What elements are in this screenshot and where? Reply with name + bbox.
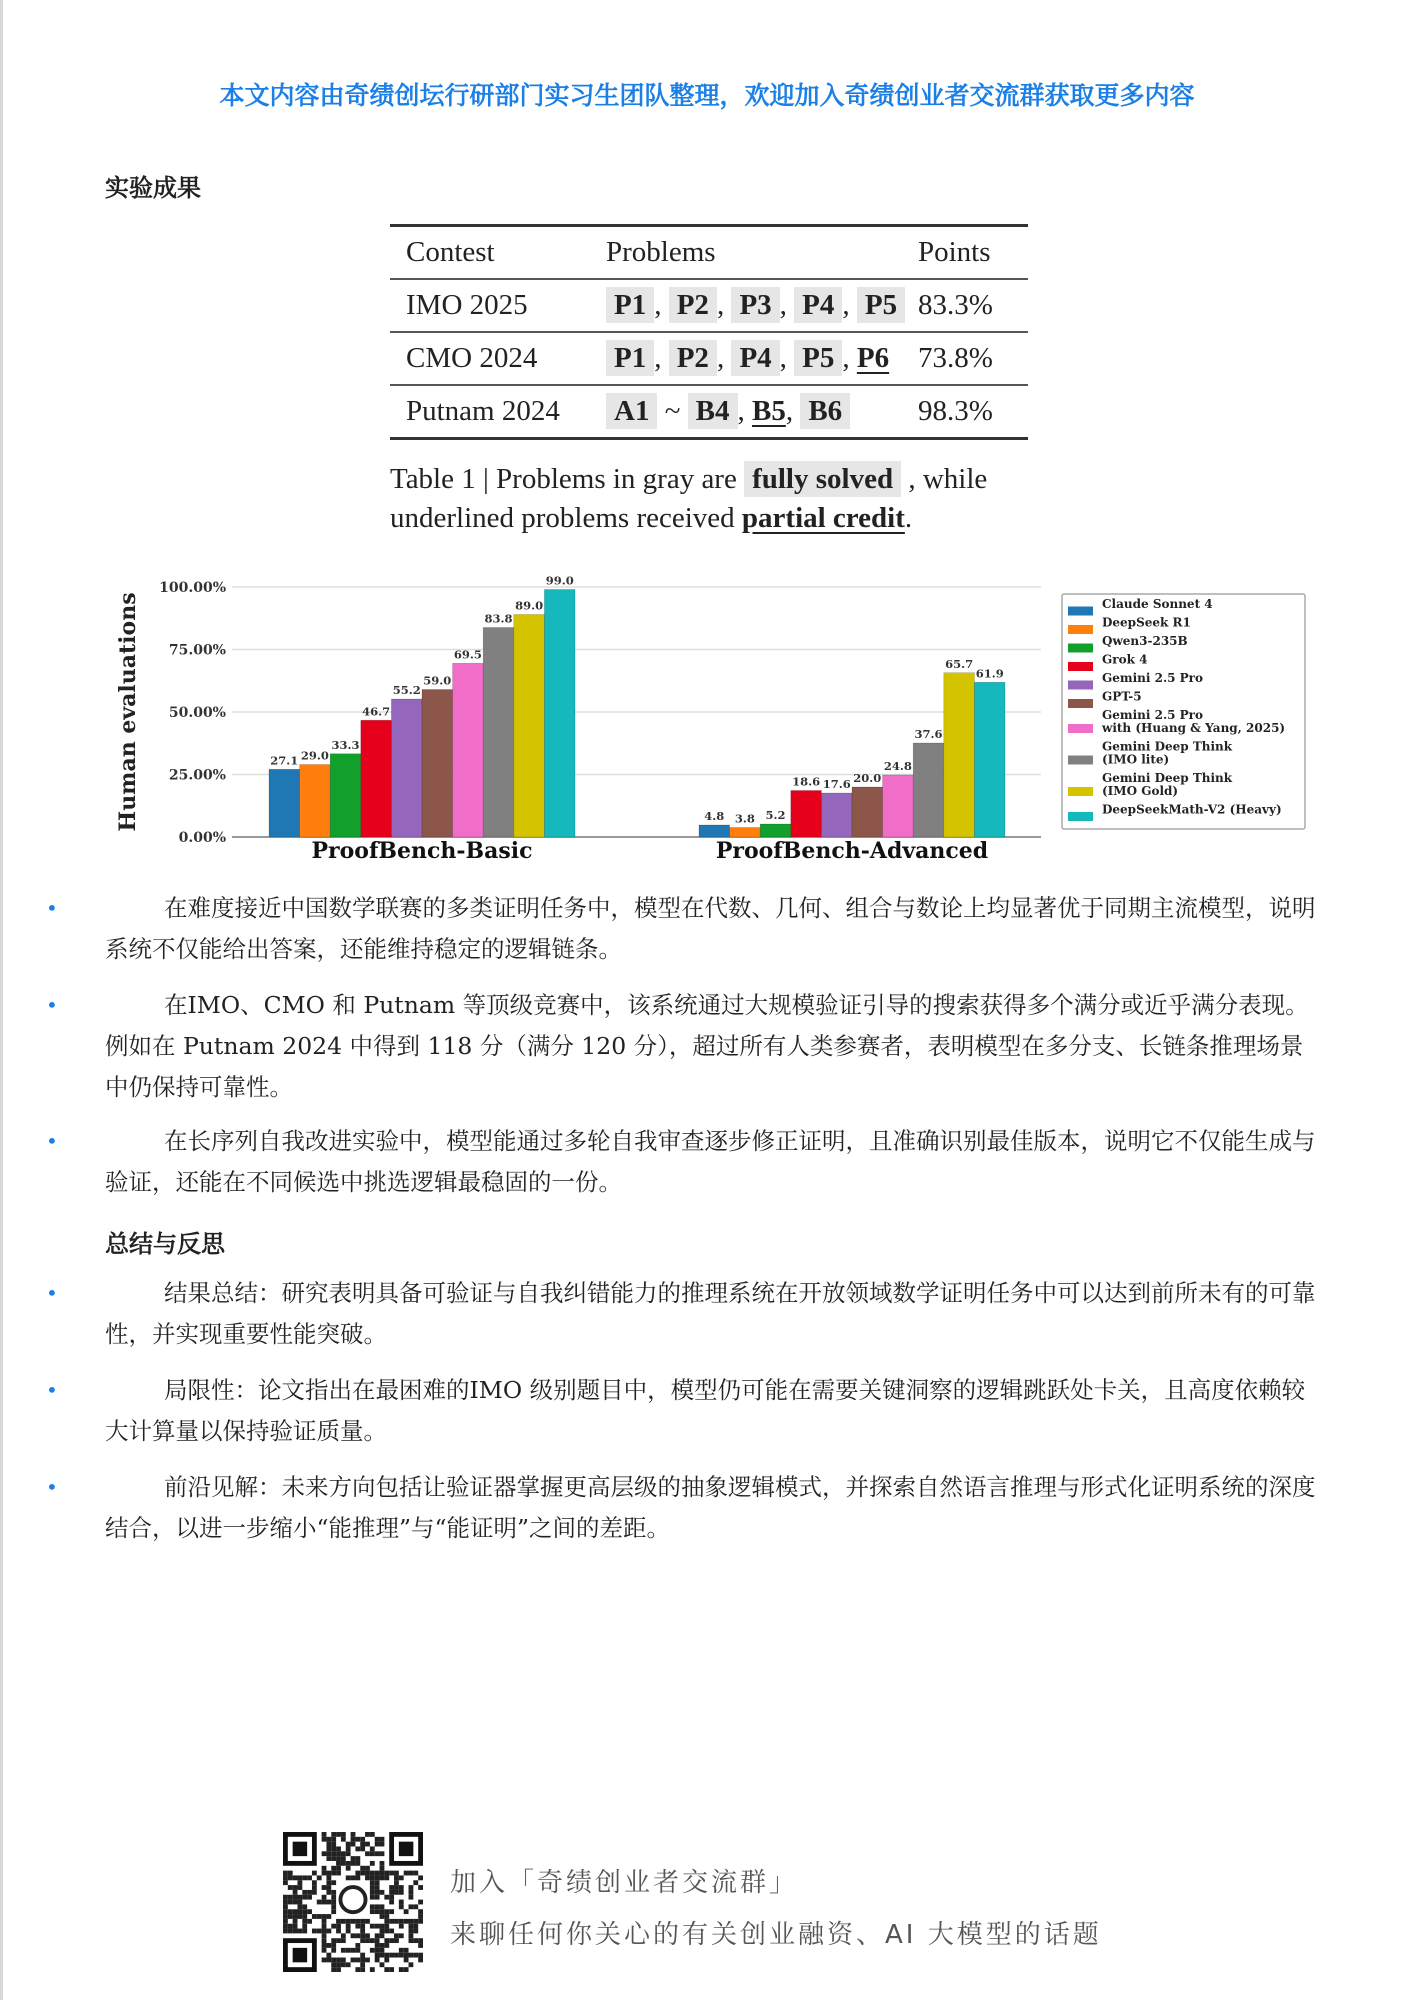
problem-label: B4 [688, 393, 738, 429]
legend-swatch [1068, 756, 1093, 765]
legend-swatch [1068, 724, 1093, 733]
table-row [390, 332, 1028, 385]
legend-swatch [1068, 812, 1093, 821]
bullet-icon: • [46, 896, 58, 920]
legend-swatch [1068, 662, 1093, 671]
paragraph-text: 在长序列自我改进实验中，模型能通过多轮自我审查逐步修正证明，且准确识别最佳版本，说明它不仅能生成与验证，还能在不同候选中挑选逻辑最稳固的一份。 [105, 1127, 1316, 1196]
legend-label: Gemini 2.5 Pro with (Huang & Yang, 2025) [1102, 708, 1286, 735]
legend-label: Qwen3-235B [1102, 634, 1188, 648]
problem-label: , [654, 289, 669, 321]
bar [544, 590, 575, 838]
legend-label: Gemini Deep Think (IMO lite) [1102, 739, 1233, 767]
paragraph-text: 在IMO、CMO 和 Putnam 等顶级竞赛中，该系统通过大规模验证引导的搜索获得多个满分或近乎满分表现。例如在 Putnam 2024 中得到 118 分（满分 120 分），超过所有人类参赛者，表明模型在多分支、长链条推理场景中仍保持可靠性。 [105, 991, 1309, 1101]
data-label: 99.0 [545, 573, 574, 588]
points-cell: 73.8% [918, 332, 1028, 385]
problem-label: B6 [800, 393, 850, 429]
contest-cell: CMO 2024 [390, 332, 606, 385]
legend-swatch [1068, 699, 1093, 708]
page-edge [0, 0, 3, 2000]
bar [760, 824, 791, 837]
problem-label: , [785, 395, 801, 427]
problem-label: , [716, 289, 732, 321]
legend-swatch [1068, 787, 1093, 796]
problems-cell [606, 385, 918, 439]
legend-label: DeepSeek R1 [1102, 615, 1191, 630]
data-label: 37.6 [914, 727, 943, 741]
data-label: 33.3 [331, 737, 360, 752]
problem-label: , [654, 342, 669, 374]
bullet-paragraph [46, 888, 1320, 970]
problem-label: , [842, 342, 857, 374]
data-label: 3.8 [734, 811, 755, 826]
bar [453, 663, 484, 837]
problem-label: P5 [794, 340, 842, 376]
caption-text: . [904, 502, 913, 534]
bar [300, 765, 331, 838]
problems-cell [606, 279, 918, 332]
data-label: 4.8 [704, 809, 725, 823]
points-cell: 98.3% [918, 385, 1028, 439]
problem-label: P1 [606, 287, 654, 323]
bar [883, 775, 914, 837]
table-caption [390, 460, 1050, 538]
data-label: 17.6 [822, 777, 851, 791]
legend-swatch [1068, 644, 1093, 653]
bar [699, 825, 730, 837]
problem-label: , [779, 342, 795, 374]
problem-label: , [737, 395, 752, 427]
legend-swatch [1068, 625, 1093, 634]
problem-label: , [716, 342, 732, 374]
problem-label: , [842, 289, 857, 321]
bar [361, 720, 392, 837]
bar [791, 791, 822, 838]
legend-label: Claude Sonnet 4 [1102, 597, 1213, 611]
legend-label: Grok 4 [1102, 652, 1148, 667]
y-tick-label: 0.00% [178, 830, 226, 846]
problem-label: P1 [606, 340, 654, 376]
data-label: 24.8 [883, 759, 912, 773]
problem-label: P6 [856, 342, 890, 374]
bullet-icon: • [46, 1378, 58, 1402]
table-header-row [390, 226, 1028, 280]
y-tick-label: 25.00% [168, 767, 226, 784]
points-cell: 83.3% [918, 279, 1028, 332]
problem-label: B5 [752, 395, 786, 427]
footer-line-2: 来聊任何你关心的有关创业融资、AI 大模型的话题 [450, 1920, 1102, 1950]
x-category-label: ProofBench-Basic [311, 838, 533, 864]
bullet-icon: • [46, 1475, 58, 1499]
table-row [390, 279, 1028, 332]
bar [944, 673, 975, 837]
table-row [390, 385, 1028, 439]
legend-label: Gemini 2.5 Pro [1102, 671, 1204, 685]
x-category-label: ProofBench-Advanced [715, 838, 989, 864]
data-label: 5.2 [765, 808, 786, 822]
qr-code[interactable] [282, 1832, 424, 1972]
problem-label: P2 [669, 287, 717, 323]
data-label: 18.6 [792, 774, 821, 789]
data-label: 65.7 [945, 656, 974, 671]
caption-underline: partial credit [741, 502, 905, 534]
caption-text: Table 1 | Problems in gray are [390, 463, 745, 495]
bullet-paragraph [46, 1121, 1320, 1203]
problem-label: , [779, 289, 795, 321]
bar [730, 828, 761, 838]
bar [974, 682, 1005, 837]
results-table [390, 224, 1028, 440]
banner: 本文内容由奇绩创坛行研部门实习生团队整理，欢迎加入奇绩创业者交流群获取更多内容 [219, 81, 1195, 110]
table-header: Contest [390, 226, 606, 280]
section-title-summary: 总结与反思 [105, 1229, 225, 1258]
bar [852, 787, 883, 837]
contest-cell: Putnam 2024 [390, 385, 606, 439]
bullet-icon: • [46, 1129, 58, 1153]
problem-label: ~ [657, 395, 688, 427]
bullet-paragraph [46, 1370, 1320, 1452]
section-title-results: 实验成果 [105, 173, 201, 202]
data-label: 27.1 [270, 753, 299, 768]
bar [422, 690, 453, 838]
bullet-paragraph [46, 1467, 1320, 1549]
caption-text: , while underlined problems received [390, 463, 988, 534]
data-label: 61.9 [975, 666, 1004, 681]
table-header: Points [918, 226, 1028, 280]
caption-gray: fully solved [744, 461, 901, 497]
y-tick-label: 100.00% [159, 580, 226, 596]
bar-chart [0, 560, 1414, 880]
bullet-paragraph [46, 1273, 1320, 1355]
problem-label: P2 [669, 340, 717, 376]
table-header: Problems [606, 226, 918, 280]
footer-line-1: 加入「奇绩创业者交流群」 [450, 1868, 799, 1898]
legend-label: DeepSeekMath-V2 (Heavy) [1102, 802, 1282, 817]
problems-cell [606, 332, 918, 385]
bar [514, 615, 545, 838]
contest-cell: IMO 2025 [390, 279, 606, 332]
y-axis-label: Human evaluations [115, 592, 141, 832]
problem-label: P5 [857, 287, 905, 323]
bullet-paragraph [46, 985, 1320, 1108]
bullet-icon: • [46, 1281, 58, 1305]
bar [483, 628, 514, 838]
problem-label: P4 [794, 287, 842, 323]
bar [269, 769, 300, 837]
y-tick-label: 75.00% [168, 642, 226, 659]
data-label: 46.7 [362, 704, 391, 719]
data-label: 55.2 [392, 683, 421, 697]
paragraph-text: 结果总结：研究表明具备可验证与自我纠错能力的推理系统在开放领域数学证明任务中可以达到前所未有的可靠性，并实现重要性能突破。 [105, 1279, 1316, 1348]
bar [330, 754, 361, 837]
legend-label: GPT-5 [1102, 689, 1142, 704]
legend-swatch [1068, 607, 1093, 616]
paragraph-text: 在难度接近中国数学联赛的多类证明任务中，模型在代数、几何、组合与数论上均显著优于同期主流模型，说明系统不仅能给出答案，还能维持稳定的逻辑链条。 [105, 894, 1316, 963]
legend-swatch [1068, 681, 1093, 690]
paragraph-text: 前沿见解：未来方向包括让验证器掌握更高层级的抽象逻辑模式，并探索自然语言推理与形式化证明系统的深度结合，以进一步缩小“能推理”与“能证明”之间的差距。 [105, 1473, 1316, 1542]
legend-label: Gemini Deep Think (IMO Gold) [1102, 771, 1233, 798]
bullet-icon: • [46, 993, 58, 1017]
data-label: 59.0 [423, 673, 452, 688]
bar [913, 743, 944, 837]
bar [821, 793, 852, 837]
y-tick-label: 50.00% [168, 705, 226, 721]
problem-label: P3 [731, 287, 779, 323]
data-label: 83.8 [484, 611, 513, 626]
paragraph-text: 局限性：论文指出在最困难的IMO 级别题目中，模型仍可能在需要关键洞察的逻辑跳跃处卡关，且高度依赖较大计算量以保持验证质量。 [105, 1376, 1306, 1445]
problem-label: A1 [606, 393, 657, 429]
data-label: 69.5 [453, 647, 482, 662]
data-label: 20.0 [853, 771, 882, 785]
data-label: 89.0 [515, 598, 544, 613]
bar [391, 699, 422, 837]
problem-label: P4 [731, 340, 779, 376]
data-label: 29.0 [300, 748, 329, 763]
